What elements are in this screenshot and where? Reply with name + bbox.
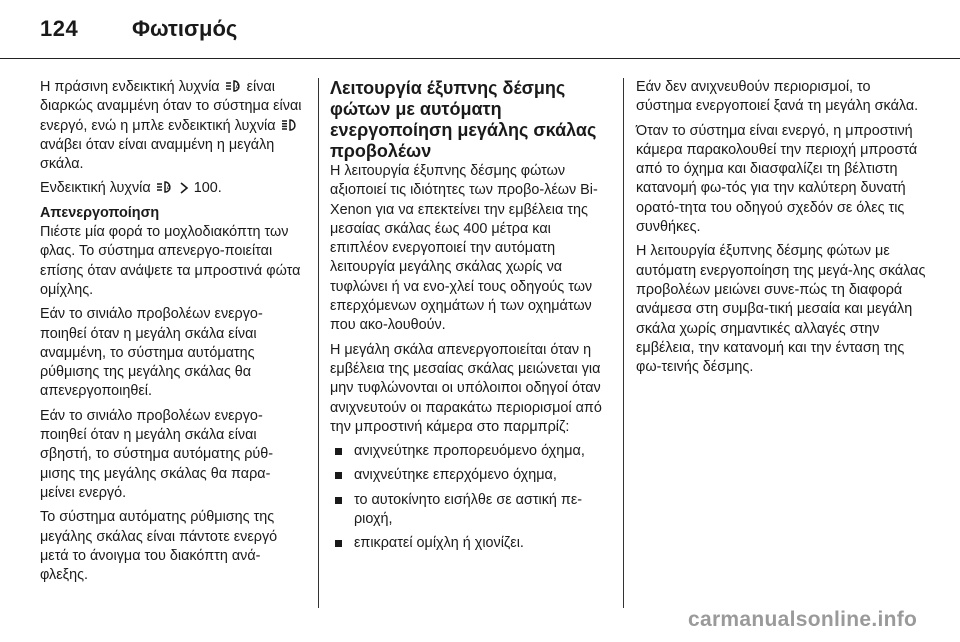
column-right — [636, 78, 926, 382]
svg-text:A: A — [235, 83, 240, 91]
paragraph: Πιέστε μία φορά το μοχλοδιακόπτη των φλας. Το σύστημα απενεργο-ποιείται επίσης όταν ανάψετε τα μπροστινά φώτα ομίχλης. — [40, 224, 301, 298]
watermark: carmanualsonline.info — [688, 608, 918, 631]
high-beam-icon — [281, 118, 298, 132]
bullet-icon — [335, 497, 342, 504]
auto-high-beam-icon — [225, 79, 242, 93]
paragraph: Εάν το σινιάλο προβολέων ενεργο-ποιηθεί όταν η μεγάλη σκάλα είναι αναμμένη, το σύστημα αυτόματης ρύθμισης της μεγάλης σκάλας θα απενεργοποιηθεί. — [40, 306, 263, 400]
list-item: ανιχνεύτηκε προπορευόμενο όχημα, — [330, 442, 602, 461]
bullet-icon — [335, 472, 342, 479]
indicator-paragraph: Η πράσινη ενδεικτική λυχνία A είναι διαρκώς αναμμένη όταν το σύστημα είναι ενεργό, ενώ η μπλε ενδεικτική λυχνία ανάβει όταν είναι αναμμένη η μεγάλη σκάλα. — [40, 79, 302, 173]
column-divider — [623, 78, 624, 608]
header-divider — [0, 58, 960, 59]
bullet-icon — [335, 448, 342, 455]
auto-high-beam-icon — [156, 180, 173, 194]
paragraph: Η λειτουργία έξυπνης δέσμης φώτων αξιοποιεί τις ιδιότητες των προβο-λέων Bi-Xenon για να επεκτείνει την εμβέλεια της μεσαίας σκάλας έως 400 μέτρα και επιπλέον ενεργοποιεί την αυτόματη λειτουργία μεγάλης σκάλας χωρίς να τυφλώνει ή να ενο-χλεί τους οδηγούς των επερχόμενων οχημάτων ή των οχημάτων που ακο-λουθούν. — [330, 163, 598, 334]
list-item: επικρατεί ομίχλη ή χιονίζει. — [330, 534, 602, 553]
paragraph: Εάν το σινιάλο προβολέων ενεργο-ποιηθεί όταν η μεγάλη σκάλα είναι σβηστή, το σύστημα αυτόματης ρύθ-μισης της μεγάλης σκάλας θα παρα-μείνει ενεργό. — [40, 407, 274, 501]
list-item: ανιχνεύτηκε επερχόμενο όχημα, — [330, 466, 602, 485]
column-left — [40, 78, 302, 590]
section-heading: Λειτουργία έξυπνης δέσμης φώτων με αυτόματη ενεργοποίηση μεγάλης σκάλας προβολέων — [330, 78, 597, 161]
subheading-deactivation: Απενεργοποίηση — [40, 204, 160, 221]
list-item: το αυτοκίνητο εισήλθε σε αστική πε-ριοχή, — [330, 491, 602, 530]
conditions-list — [330, 442, 602, 553]
paragraph: Όταν το σύστημα είναι ενεργό, η μπροστινή κάμερα παρακολουθεί την περιοχή μπροστά από το όχημα και διασφαλίζει τη βέλτιστη κατανομή φω-τός για την καλύτερη δυνατή ορατό-τητα του οδηγού σχεδόν σε όλες τις συνθήκες. — [636, 122, 918, 236]
svg-text:A: A — [166, 184, 171, 192]
page-title: Φωτισμός — [132, 16, 238, 41]
paragraph: Η λειτουργία έξυπνης δέσμης φώτων με αυτόματη ενεργοποίηση της μεγά-λης σκάλας προβολέων μειώνει συνε-πώς τη διαφορά ανάμεσα στη συμβα-τική μεσαία και μεγάλη σκάλα χωρίς σημαντικές αλλαγές στην εμβέλεια, την κατανομή και την ένταση της φω-τεινής δέσμης. — [636, 243, 926, 376]
page-header — [0, 0, 960, 60]
paragraph: Η μεγάλη σκάλα απενεργοποιείται όταν η εμβέλεια της μεσαίας σκάλας μειώνεται για μην τυφλώνονται οι υπόλοιποι οδηγοί όταν ανιχνευτούν οι παρακάτω περιορισμοί από την μπροστινή κάμερα στο παρμπρίζ: — [330, 341, 602, 435]
column-divider — [318, 78, 319, 608]
indicator-reference: Ενδεικτική λυχνία A 100. — [40, 180, 222, 197]
page-number: 124 — [40, 16, 79, 41]
page-reference-icon — [179, 182, 189, 194]
bullet-icon — [335, 540, 342, 547]
column-middle — [330, 78, 602, 559]
paragraph: Το σύστημα αυτόματης ρύθμισης της μεγάλης σκάλας είναι πάντοτε ενεργό μετά το άνοιγμα του διακόπτη ανά-φλεξης. — [40, 509, 278, 584]
paragraph: Εάν δεν ανιχνευθούν περιορισμοί, το σύστημα ενεργοποιεί ξανά τη μεγάλη σκάλα. — [636, 79, 919, 115]
